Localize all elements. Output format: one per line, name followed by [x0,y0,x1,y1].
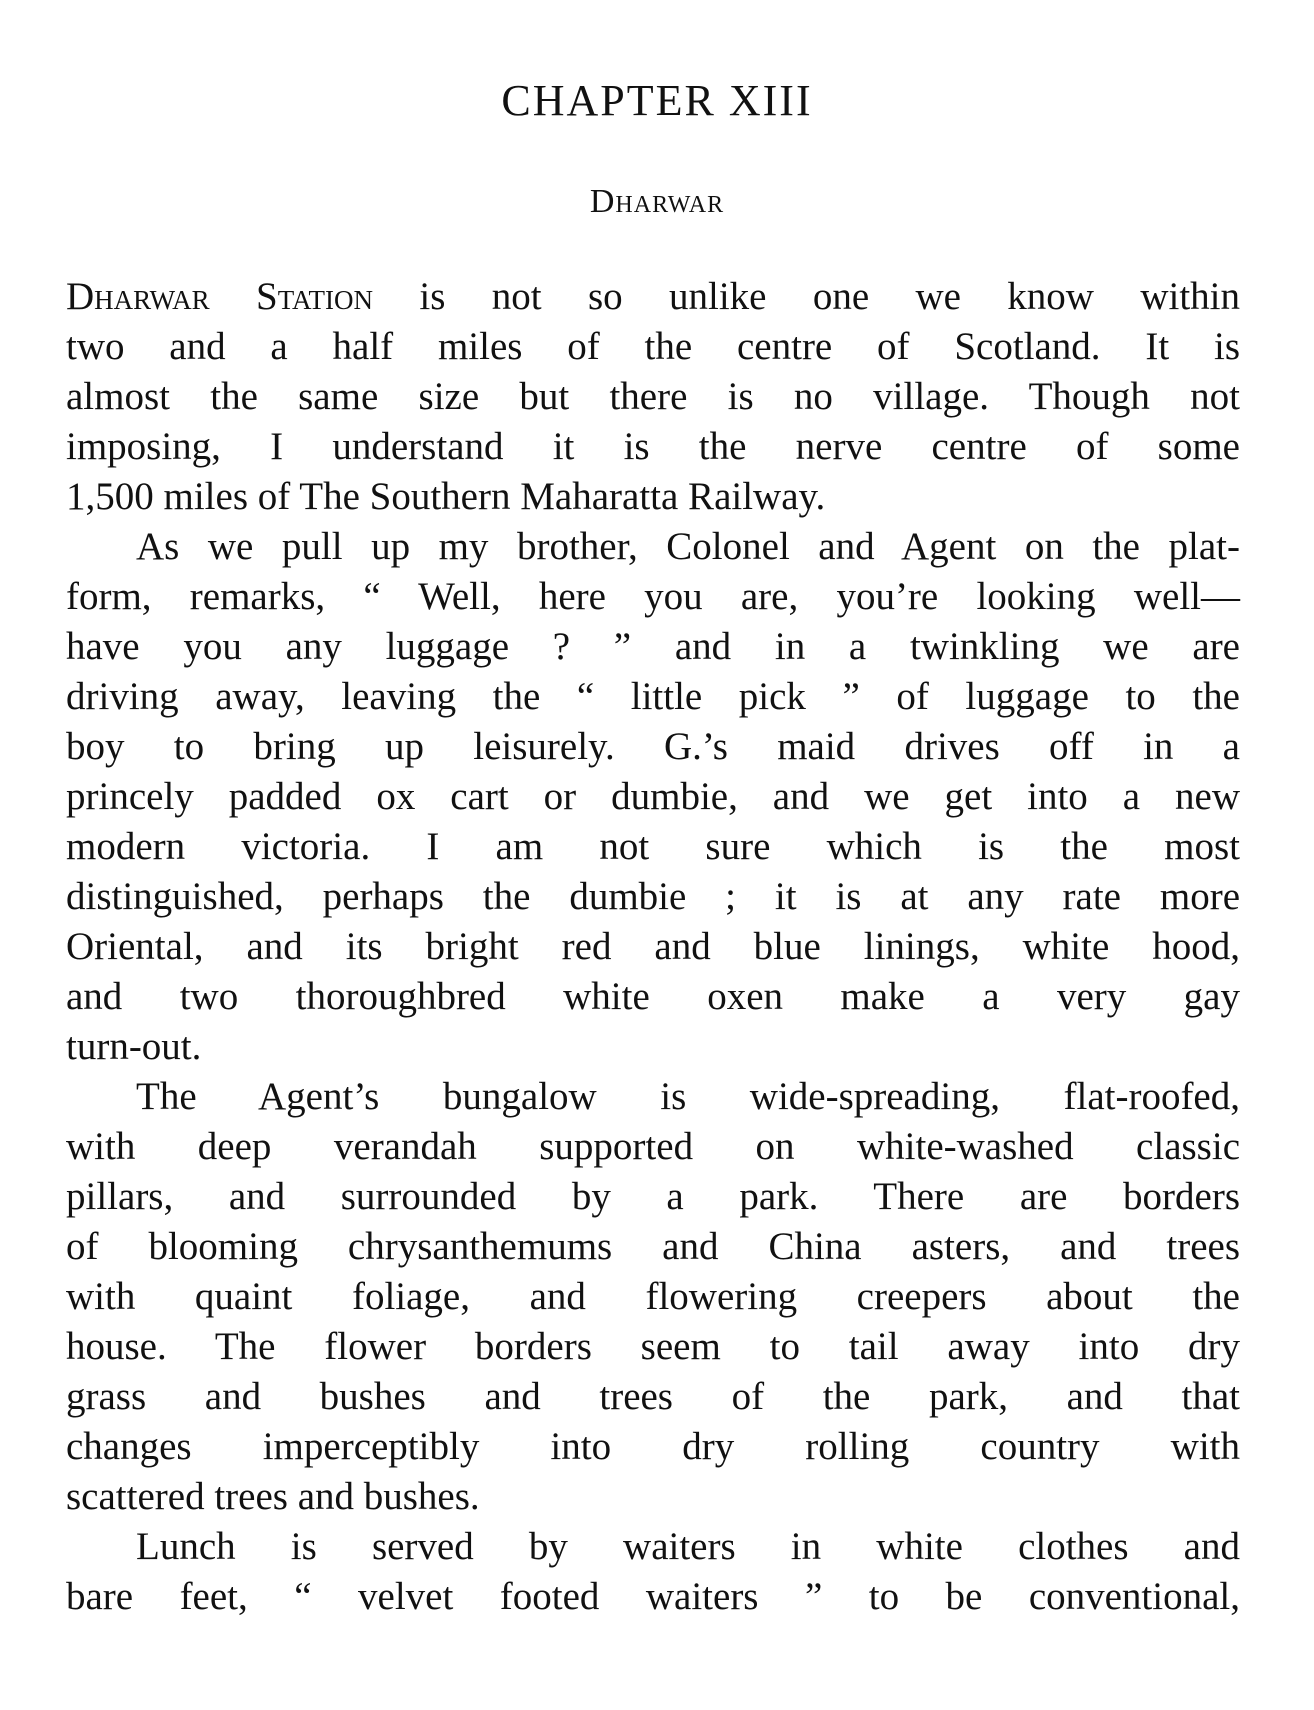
text-line: princely padded ox cart or dumbie, and we get into a new [66,775,1240,818]
text-line: and two thoroughbred white oxen make a very gay [66,975,1240,1018]
text-line: bare feet, “ velvet footed waiters ” to be conventional, [66,1575,1240,1618]
text-line: 1,500 miles of The Southern Maharatta Railway. [66,475,826,518]
text-line: distinguished, perhaps the dumbie ; it is at any rate more [66,875,1240,918]
text-line: The Agent’s bungalow is wide-spreading, flat-roofed, [136,1075,1240,1118]
text-line: modern victoria. I am not sure which is the most [66,825,1240,868]
text-line: changes imperceptibly into dry rolling country with [66,1425,1240,1468]
text-line: almost the same size but there is no village. Though not [66,375,1240,418]
text-line: driving away, leaving the “ little pick ” of luggage to the [66,675,1240,718]
chapter-title: Dharwar [589,183,725,220]
text-line: boy to bring up leisurely. G.’s maid drives off in a [66,725,1240,768]
text-line: turn-out. [66,1025,202,1068]
text-line: form, remarks, “ Well, here you are, you’re looking well— [66,575,1240,618]
chapter-heading: CHAPTER XIII [501,76,813,125]
text-line: As we pull up my brother, Colonel and Agent on the plat- [136,525,1240,568]
body-text [66,272,1240,1622]
text-line: with deep verandah supported on white-washed classic [66,1125,1240,1168]
text-line: Lunch is served by waiters in white clothes and [136,1525,1240,1568]
text-line: house. The flower borders seem to tail away into dry [66,1325,1240,1368]
text-line: two and a half miles of the centre of Scotland. It is [66,325,1240,368]
text-line: Dharwar Station is not so unlike one we know within [66,275,1240,318]
text-line: scattered trees and bushes. [66,1475,480,1518]
text-line: grass and bushes and trees of the park, and that [66,1375,1240,1418]
opening-small-caps: Dharwar Station [66,275,374,318]
text-line: pillars, and surrounded by a park. There are borders [66,1175,1240,1218]
text-line: imposing, I understand it is the nerve centre of some [66,425,1240,468]
text-line: have you any luggage ? ” and in a twinkling we are [66,625,1240,668]
text-line: of blooming chrysanthemums and China asters, and trees [66,1225,1240,1268]
text-line: Oriental, and its bright red and blue linings, white hood, [66,925,1240,968]
text-line: with quaint foliage, and flowering creepers about the [66,1275,1240,1318]
